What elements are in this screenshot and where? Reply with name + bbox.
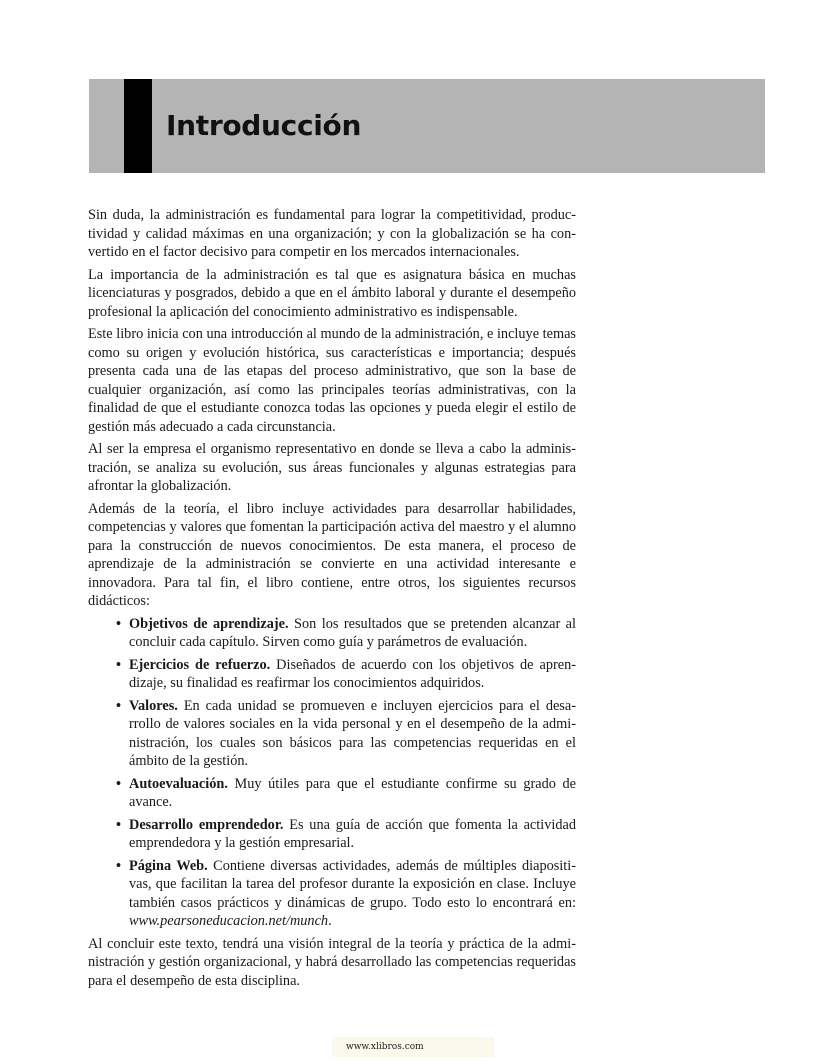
sentence-end: .	[328, 913, 332, 929]
intro-paragraph-5: Además de la teoría, el libro incluye actividades para desarrollar habilidades, competencias y valores que fomentan la participación activa del maestro y el alumno para la construcción de nuevos conocimientos. De esta manera, el proceso de aprendizaje de la administración se convierte en una actividad interesante e innovadora. Para tal fin, el libro contiene, entre otros, los siguientes recursos didácticos:	[88, 500, 576, 609]
resource-term: Ejercicios de refuerzo.	[129, 656, 271, 673]
list-item-ejercicios	[116, 656, 576, 693]
list-item-pagina-web	[116, 857, 576, 931]
website-link[interactable]: www.pearsoneducacion.net/munch	[129, 913, 329, 929]
resource-term: Autoevaluación.	[129, 775, 228, 792]
list-item-desarrollo	[116, 816, 576, 853]
chapter-header-accent-bar	[124, 79, 152, 173]
resource-description: En cada unidad se promueven e incluyen ejercicios para el desarrollo de valores sociales en la vida personal y en el desempeño de la administración, los cuales son básicos para las competencias requeridas en el ámbito de la gestión.	[129, 697, 576, 769]
resource-term: Desarrollo emprendedor.	[129, 816, 284, 833]
footer-watermark: www.xlibros.com	[332, 1037, 494, 1057]
bullet-icon: •	[116, 615, 122, 632]
intro-paragraph-2: La importancia de la administración es tal que es asignatura básica en muchas licenciaturas y posgrados, debido a que en el ámbito laboral y durante el desempeño profesional la aplicación del conocimiento administrativo es indispensable.	[88, 266, 576, 320]
bullet-icon: •	[116, 697, 122, 714]
page-title: Introducción	[166, 109, 362, 142]
bullet-icon: •	[116, 775, 122, 792]
resource-term: Valores.	[129, 697, 178, 714]
resource-description: Contiene diversas actividades, además de múltiples diapositivas, que facilitan la tarea del profesor durante la exposición en clase. Incluye también casos prácticos y dinámicas de grupo. Todo esto lo encontrará en:	[129, 857, 576, 911]
intro-paragraph-1: Sin duda, la administración es fundamental para lograr la competitividad, productividad y calidad máximas en una organización; y con la globalización se ha convertido en el factor decisivo para competir en los mercados internacionales.	[88, 207, 576, 260]
resource-description: Muy útiles para que el estudiante confirme su grado de avance.	[129, 775, 576, 810]
bullet-icon: •	[116, 816, 122, 833]
resource-term: Objetivos de aprendizaje.	[129, 615, 289, 632]
list-item-autoevaluacion	[116, 775, 576, 812]
body-text	[88, 206, 576, 994]
list-item-objetivos	[116, 615, 576, 652]
intro-paragraph-3: Este libro inicia con una introducción al mundo de la administración, e incluye temas como su origen y evolución histórica, sus características e importancia; después presenta cada una de las etapas del proceso administrativo, que son la base de cualquier organización, así como las principales teorías administrativas, con la finalidad de que el estudiante conozca todas las opciones y pueda elegir el estilo de gestión más adecuado a cada circunstancia.	[88, 326, 576, 435]
intro-paragraph-4: Al ser la empresa el organismo representativo en donde se lleva a cabo la administración, se analiza su evolución, sus áreas funcionales y algunas estrategias para afrontar la globalización.	[88, 441, 576, 494]
bullet-icon: •	[116, 857, 122, 874]
resources-list	[88, 615, 576, 931]
bullet-icon: •	[116, 656, 122, 673]
resource-description: Diseñados de acuerdo con los objetivos de aprendizaje, su finalidad es reafirmar los conocimientos adquiridos.	[129, 656, 576, 691]
resource-description: Son los resultados que se pretenden alcanzar al concluir cada capítulo. Sirven como guía y parámetros de evaluación.	[129, 615, 576, 650]
closing-paragraph: Al concluir este texto, tendrá una visión integral de la teoría y práctica de la administración y gestión organizacional, y habrá desarrollado las competencias requeridas para el desempeño de esta disciplina.	[88, 935, 576, 989]
resource-term: Página Web.	[129, 857, 208, 874]
list-item-valores	[116, 697, 576, 771]
resource-description: Es una guía de acción que fomenta la actividad emprendedora y la gestión empresarial.	[129, 816, 576, 851]
